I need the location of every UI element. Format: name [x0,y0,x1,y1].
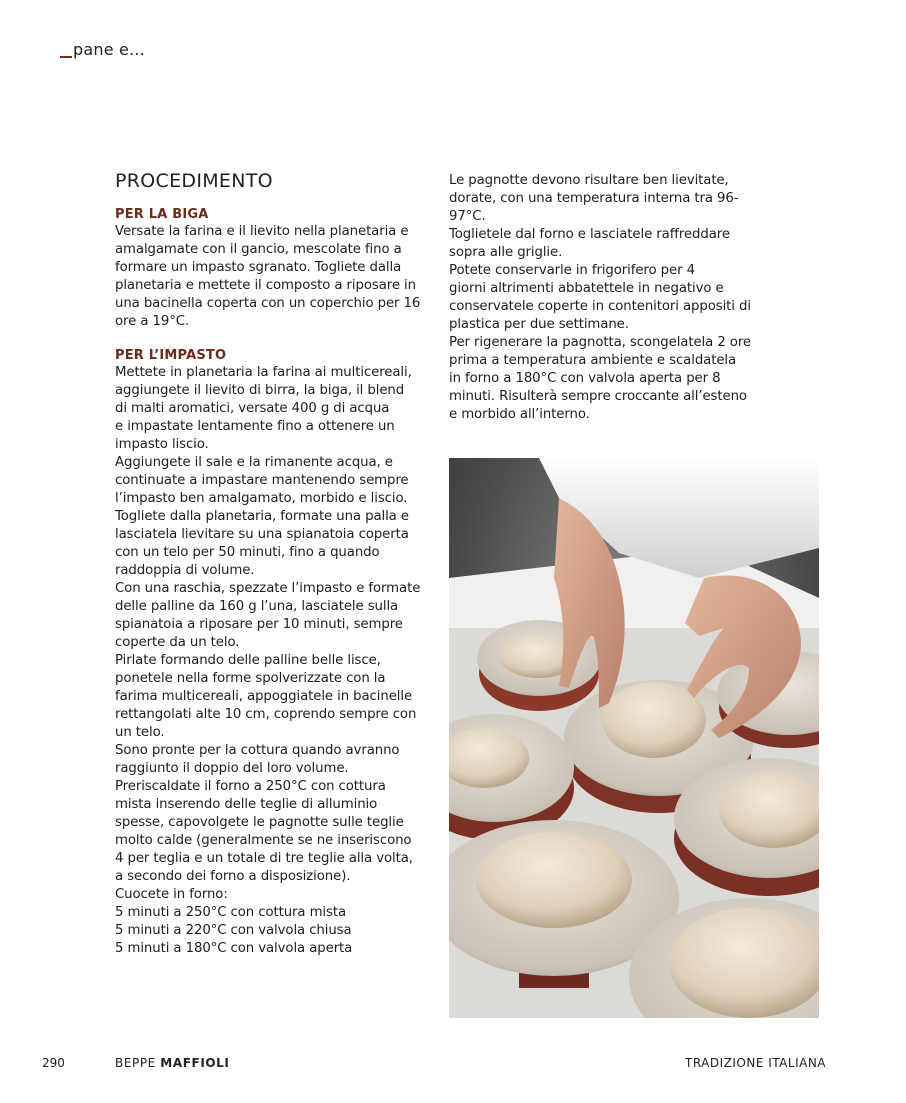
author-last-name: MAFFIOLI [160,1056,230,1070]
footer-book-title: TRADIZIONE ITALIANA [684,1056,826,1070]
impasto-paragraph: Mettete in planetaria la farina ai multicereali, aggiungete il lievito di birra, la biga, il blend di malti aromatici, versate 400 g di acqua e impastate lentamente fino a ottenere un impasto liscio. Aggiungete il sale e la rimanente acqua, e continuate a impastare mantenendo sempre l’impasto ben amalgamato, morbido e liscio. Togliete dalla planetaria, formate una palla e lasciatela lievitare su una spianatoia coperta con un telo per 50 minuti, fino a quando raddoppia di volume. Con una raschia, spezzate l’impasto e formate delle palline da 160 g l’una, lasciatele sulla spianatoia a riposare per 10 minuti, sempre coperte da un telo. Pirlate formando delle palline belle lisce, ponetele nella forme spolverizzate con la farima multicereali, appoggiatele in bacinelle rettangolati alte 10 cm, coprendo sempre con un telo. Sono pronte per la cottura quando avranno raggiunto il doppio del loro volume. Preriscaldate il forno a 250°C con cottura mista inserendo delle teglie di alluminio spesse, capovolgete le pagnotte sulle teglie molto calde (generalmente se ne inseriscono 4 per teglia e un totale di tre teglie alla volta, a secondo dei forno a disposizione). Cuocete in forno: 5 minuti a 250°C con cottura mista 5 minuti a 220°C con valvola chiusa 5 minuti a 180°C con valvola aperta [115,365,421,956]
running-head [60,40,145,59]
author-first-name: BEPPE [115,1056,161,1070]
biga-paragraph: Versate la farina e il lievito nella planetaria e amalgamate con il gancio, mescolate fino a formare un impasto sgranato. Togliete dalla planetaria e mettete il composto a riposare in una bacinella coperta con un coperchio per 16 ore a 19°C. [115,224,421,329]
left-column [115,170,433,958]
bread-proofing-photo [449,458,819,1018]
right-paragraph: Le pagnotte devono risultare ben lievitate, dorate, con una temperatura interna tra 96- 97°C. Toglietele dal forno e lasciatele raffreddare sopra alle griglie. Potete conservarle in frigorifero per 4 giorni altrimenti abbatettele in negativo e conservatele coperte in contenitori appositi di plastica per due settimane. Per rigenerare la pagnotta, scongelatela 2 ore prima a temperatura ambiente e scaldatela in forno a 180°C con valvola aperta per 8 minuti. Risulterà sempre croccante all’esteno e morbido all’interno. [449,173,752,422]
running-head-dash [60,56,72,58]
running-head-text: pane e... [73,40,145,59]
right-column [449,172,769,424]
footer-author [115,1056,230,1070]
biga-subtitle: PER LA BIGA [115,207,209,222]
impasto-subtitle: PER L’IMPASTO [115,348,227,363]
section-title: PROCEDIMENTO [115,170,273,192]
page-number: 290 [42,1056,65,1070]
